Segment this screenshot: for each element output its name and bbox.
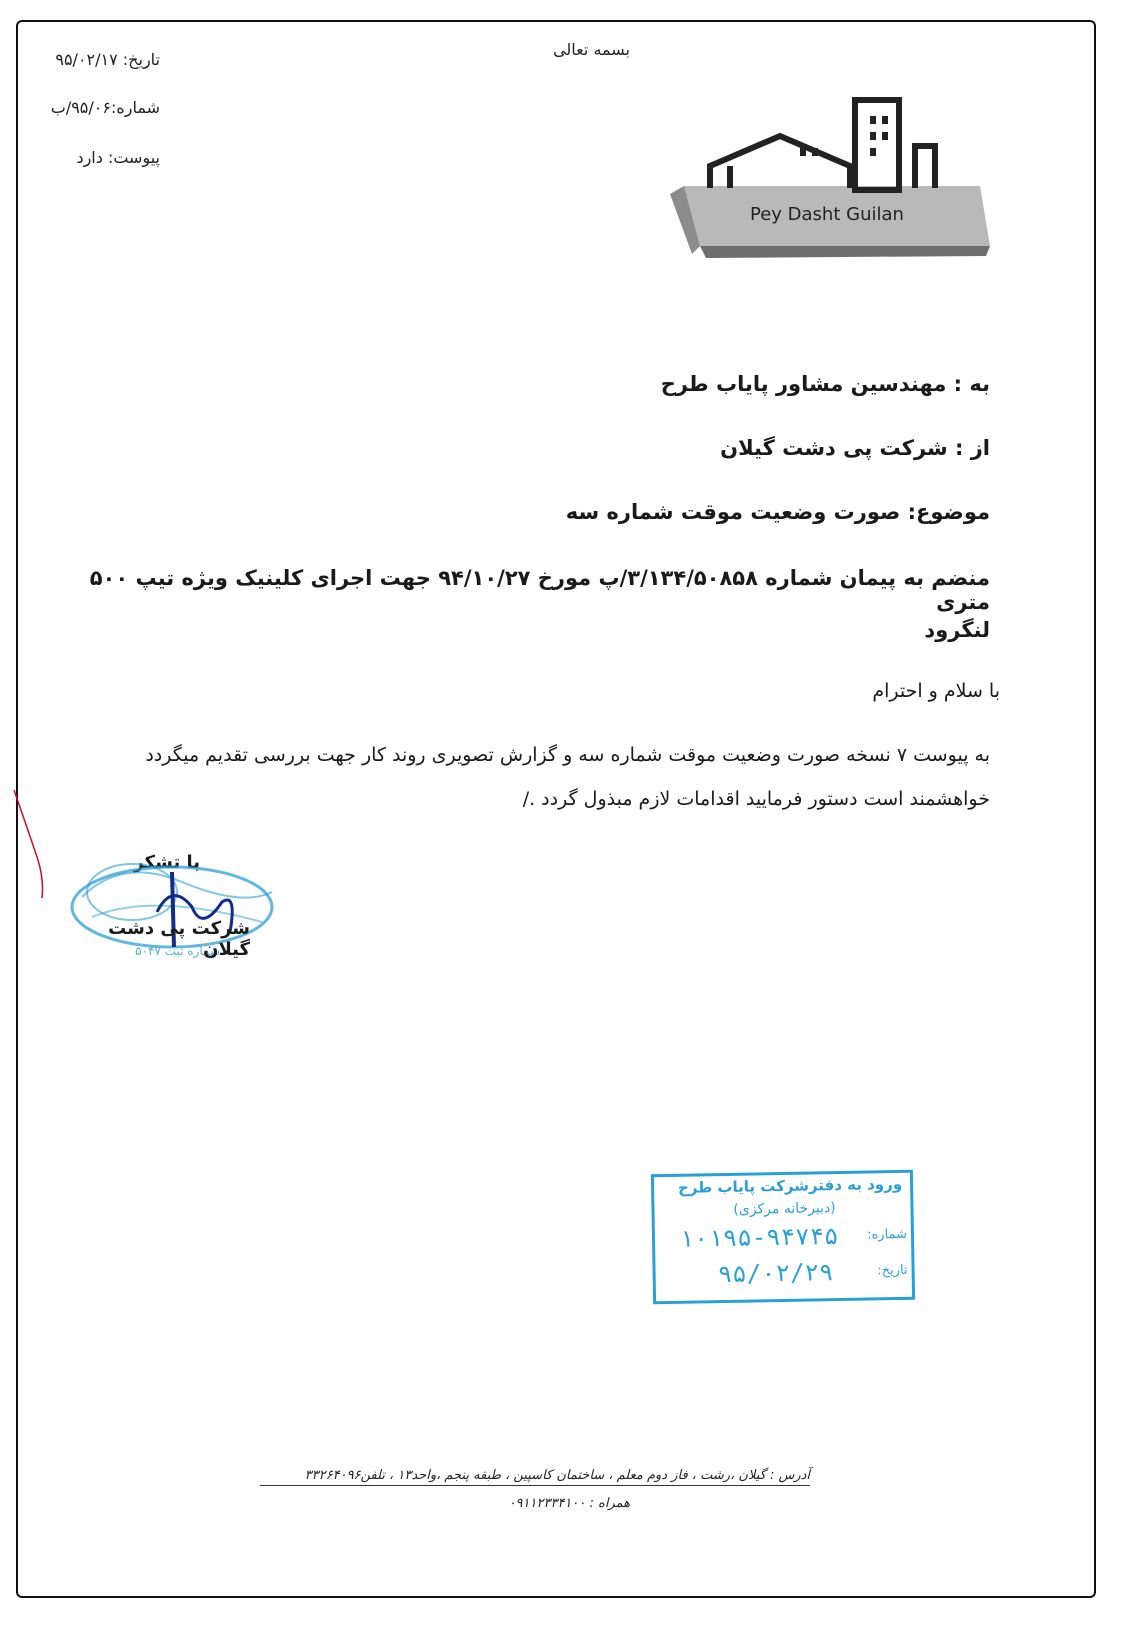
reference-line-1: منضم به پیمان شماره ۳/۱۳۴/۵۰۸۵۸/پ مورخ ۹۴/۱۰/۲۷ جهت اجرای کلینیک ویژه تیپ ۵۰۰ متری <box>89 566 990 614</box>
building-logo-icon <box>670 96 1010 266</box>
seal-registration-number: شماره ثبت ۵۰۴۷ <box>135 944 220 958</box>
logo-company-name: Pey Dasht Guilan <box>750 204 904 225</box>
receipt-date-value: ۹۵/۰۲/۲۹ <box>717 1258 834 1289</box>
receipt-stamp-subtitle: (دبیرخانه مرکزی) <box>733 1200 836 1218</box>
closing: با تشکر <box>133 852 200 873</box>
receipt-date-label: تاریخ: <box>877 1262 908 1279</box>
receipt-number-label: شماره: <box>867 1226 908 1243</box>
date-line: تاریخ: ۹۵/۰۲/۱۷ <box>55 50 160 69</box>
signatory: شرکت پی دشت گیلان <box>108 918 250 960</box>
paragraph-line-2: خواهشمند است دستور فرمایید اقدامات لازم مبذول گردد ./ <box>522 788 990 810</box>
margin-mark-icon <box>8 790 48 900</box>
company-logo <box>670 96 1010 266</box>
number-line: شماره:۹۵/۰۶/ب <box>50 98 160 117</box>
receipt-number-value: ۱۰۱۹۵-۹۴۷۴۵ <box>679 1222 839 1253</box>
receipt-stamp <box>651 1170 915 1305</box>
reference-line-2: لنگرود <box>924 618 990 642</box>
subject-line: موضوع: صورت وضعیت موقت شماره سه <box>565 500 990 524</box>
bismillah: بسمه تعالی <box>553 40 630 59</box>
footer-mobile: همراه : ۰۹۱۱۲۳۳۴۱۰۰ <box>508 1496 630 1511</box>
receipt-stamp-title: ورود به دفترشرکت پایاب طرح <box>677 1174 903 1197</box>
footer-address: آدرس : گیلان ،رشت ، فاز دوم معلم ، ساختمان کاسپین ، طبقه پنجم ،واحد۱۳ ، تلفن۳۳۲۶۴۰۹۶ <box>260 1468 810 1486</box>
sender-line: از : شرکت پی دشت گیلان <box>720 436 990 460</box>
recipient-line: به : مهندسین مشاور پایاب طرح <box>660 372 990 396</box>
paragraph-line-1: به پیوست ۷ نسخه صورت وضعیت موقت شماره سه و گزارش تصویری روند کار جهت بررسی تقدیم میگردد <box>145 744 990 766</box>
greeting: با سلام و احترام <box>872 680 1000 702</box>
attachment-line: پیوست: دارد <box>76 148 160 167</box>
